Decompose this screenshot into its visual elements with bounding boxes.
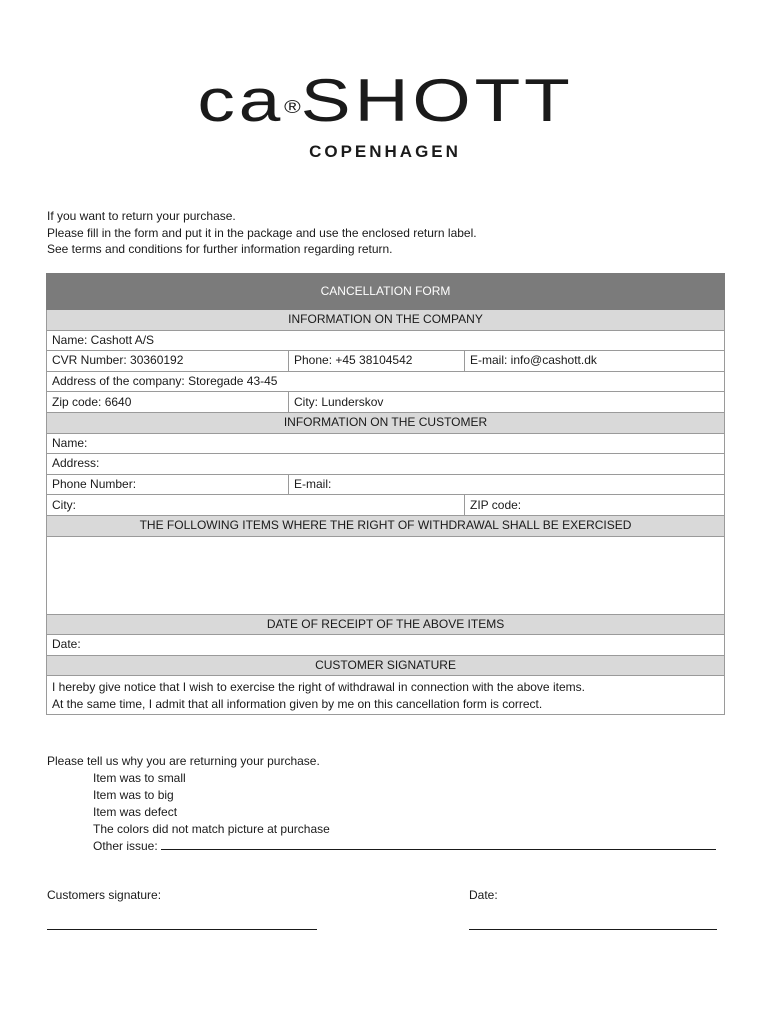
customer-section-header: INFORMATION ON THE CUSTOMER: [47, 412, 725, 433]
receipt-date-field[interactable]: Date:: [47, 635, 725, 656]
logo-wordmark: [197, 68, 573, 134]
withdrawal-notice: [47, 676, 725, 715]
reason-option[interactable]: Item was to big: [93, 788, 174, 802]
customer-signature-label: Customers signature:: [47, 888, 162, 902]
customer-email-field[interactable]: E-mail:: [289, 474, 725, 495]
intro-text: [47, 208, 477, 258]
logo-registered-mark: ®: [283, 97, 301, 117]
company-email: E-mail: info@cashott.dk: [465, 351, 725, 372]
company-address: Address of the company: Storegade 43-45: [47, 371, 725, 392]
company-section-header: INFORMATION ON THE COMPANY: [47, 310, 725, 331]
items-field[interactable]: [47, 536, 725, 614]
company-city: City: Lunderskov: [289, 392, 725, 413]
logo-brand-end: SHOTT: [300, 67, 574, 134]
signature-section-header: CUSTOMER SIGNATURE: [47, 655, 725, 676]
form-title: CANCELLATION FORM: [47, 274, 725, 310]
other-issue-label: Other issue:: [93, 839, 158, 853]
receipt-section-header: DATE OF RECEIPT OF THE ABOVE ITEMS: [47, 614, 725, 635]
reason-option[interactable]: The colors did not match picture at purchase: [93, 822, 330, 836]
notice-line: I hereby give notice that I wish to exercise the right of withdrawal in connection with the above items.: [52, 679, 585, 694]
company-cvr: CVR Number: 30360192: [47, 351, 289, 372]
company-phone: Phone: +45 38104542: [289, 351, 465, 372]
reasons-lead: Please tell us why you are returning your purchase.: [47, 754, 320, 768]
intro-line: See terms and conditions for further information regarding return.: [47, 242, 393, 256]
customer-phone-field[interactable]: Phone Number:: [47, 474, 289, 495]
intro-line: If you want to return your purchase.: [47, 209, 236, 223]
company-name: Name: Cashott A/S: [47, 330, 725, 351]
logo-brand-start: ca: [196, 67, 284, 134]
items-section-header: THE FOLLOWING ITEMS WHERE THE RIGHT OF WITHDRAWAL SHALL BE EXERCISED: [47, 515, 725, 536]
notice-line: At the same time, I admit that all information given by me on this cancellation form is correct.: [52, 696, 543, 711]
signature-date-label: Date:: [469, 888, 498, 902]
company-zip: Zip code: 6640: [47, 392, 289, 413]
reason-option[interactable]: Item was to small: [93, 771, 186, 785]
customer-address-field[interactable]: Address:: [47, 454, 725, 475]
reason-option[interactable]: Item was defect: [93, 805, 178, 819]
customer-city-field[interactable]: City:: [47, 495, 465, 516]
return-reasons: [47, 753, 716, 855]
other-issue-row: [47, 838, 716, 855]
customer-name-field[interactable]: Name:: [47, 433, 725, 454]
customer-zip-field[interactable]: ZIP code:: [465, 495, 725, 516]
logo-subtitle: COPENHAGEN: [309, 142, 461, 161]
customer-signature-line[interactable]: [47, 929, 317, 930]
intro-line: Please fill in the form and put it in the package and use the enclosed return label.: [47, 225, 477, 240]
signature-date-line[interactable]: [469, 929, 717, 930]
brand-logo: [0, 68, 770, 134]
other-issue-line[interactable]: [161, 839, 716, 850]
cancellation-form-table: [46, 273, 725, 715]
